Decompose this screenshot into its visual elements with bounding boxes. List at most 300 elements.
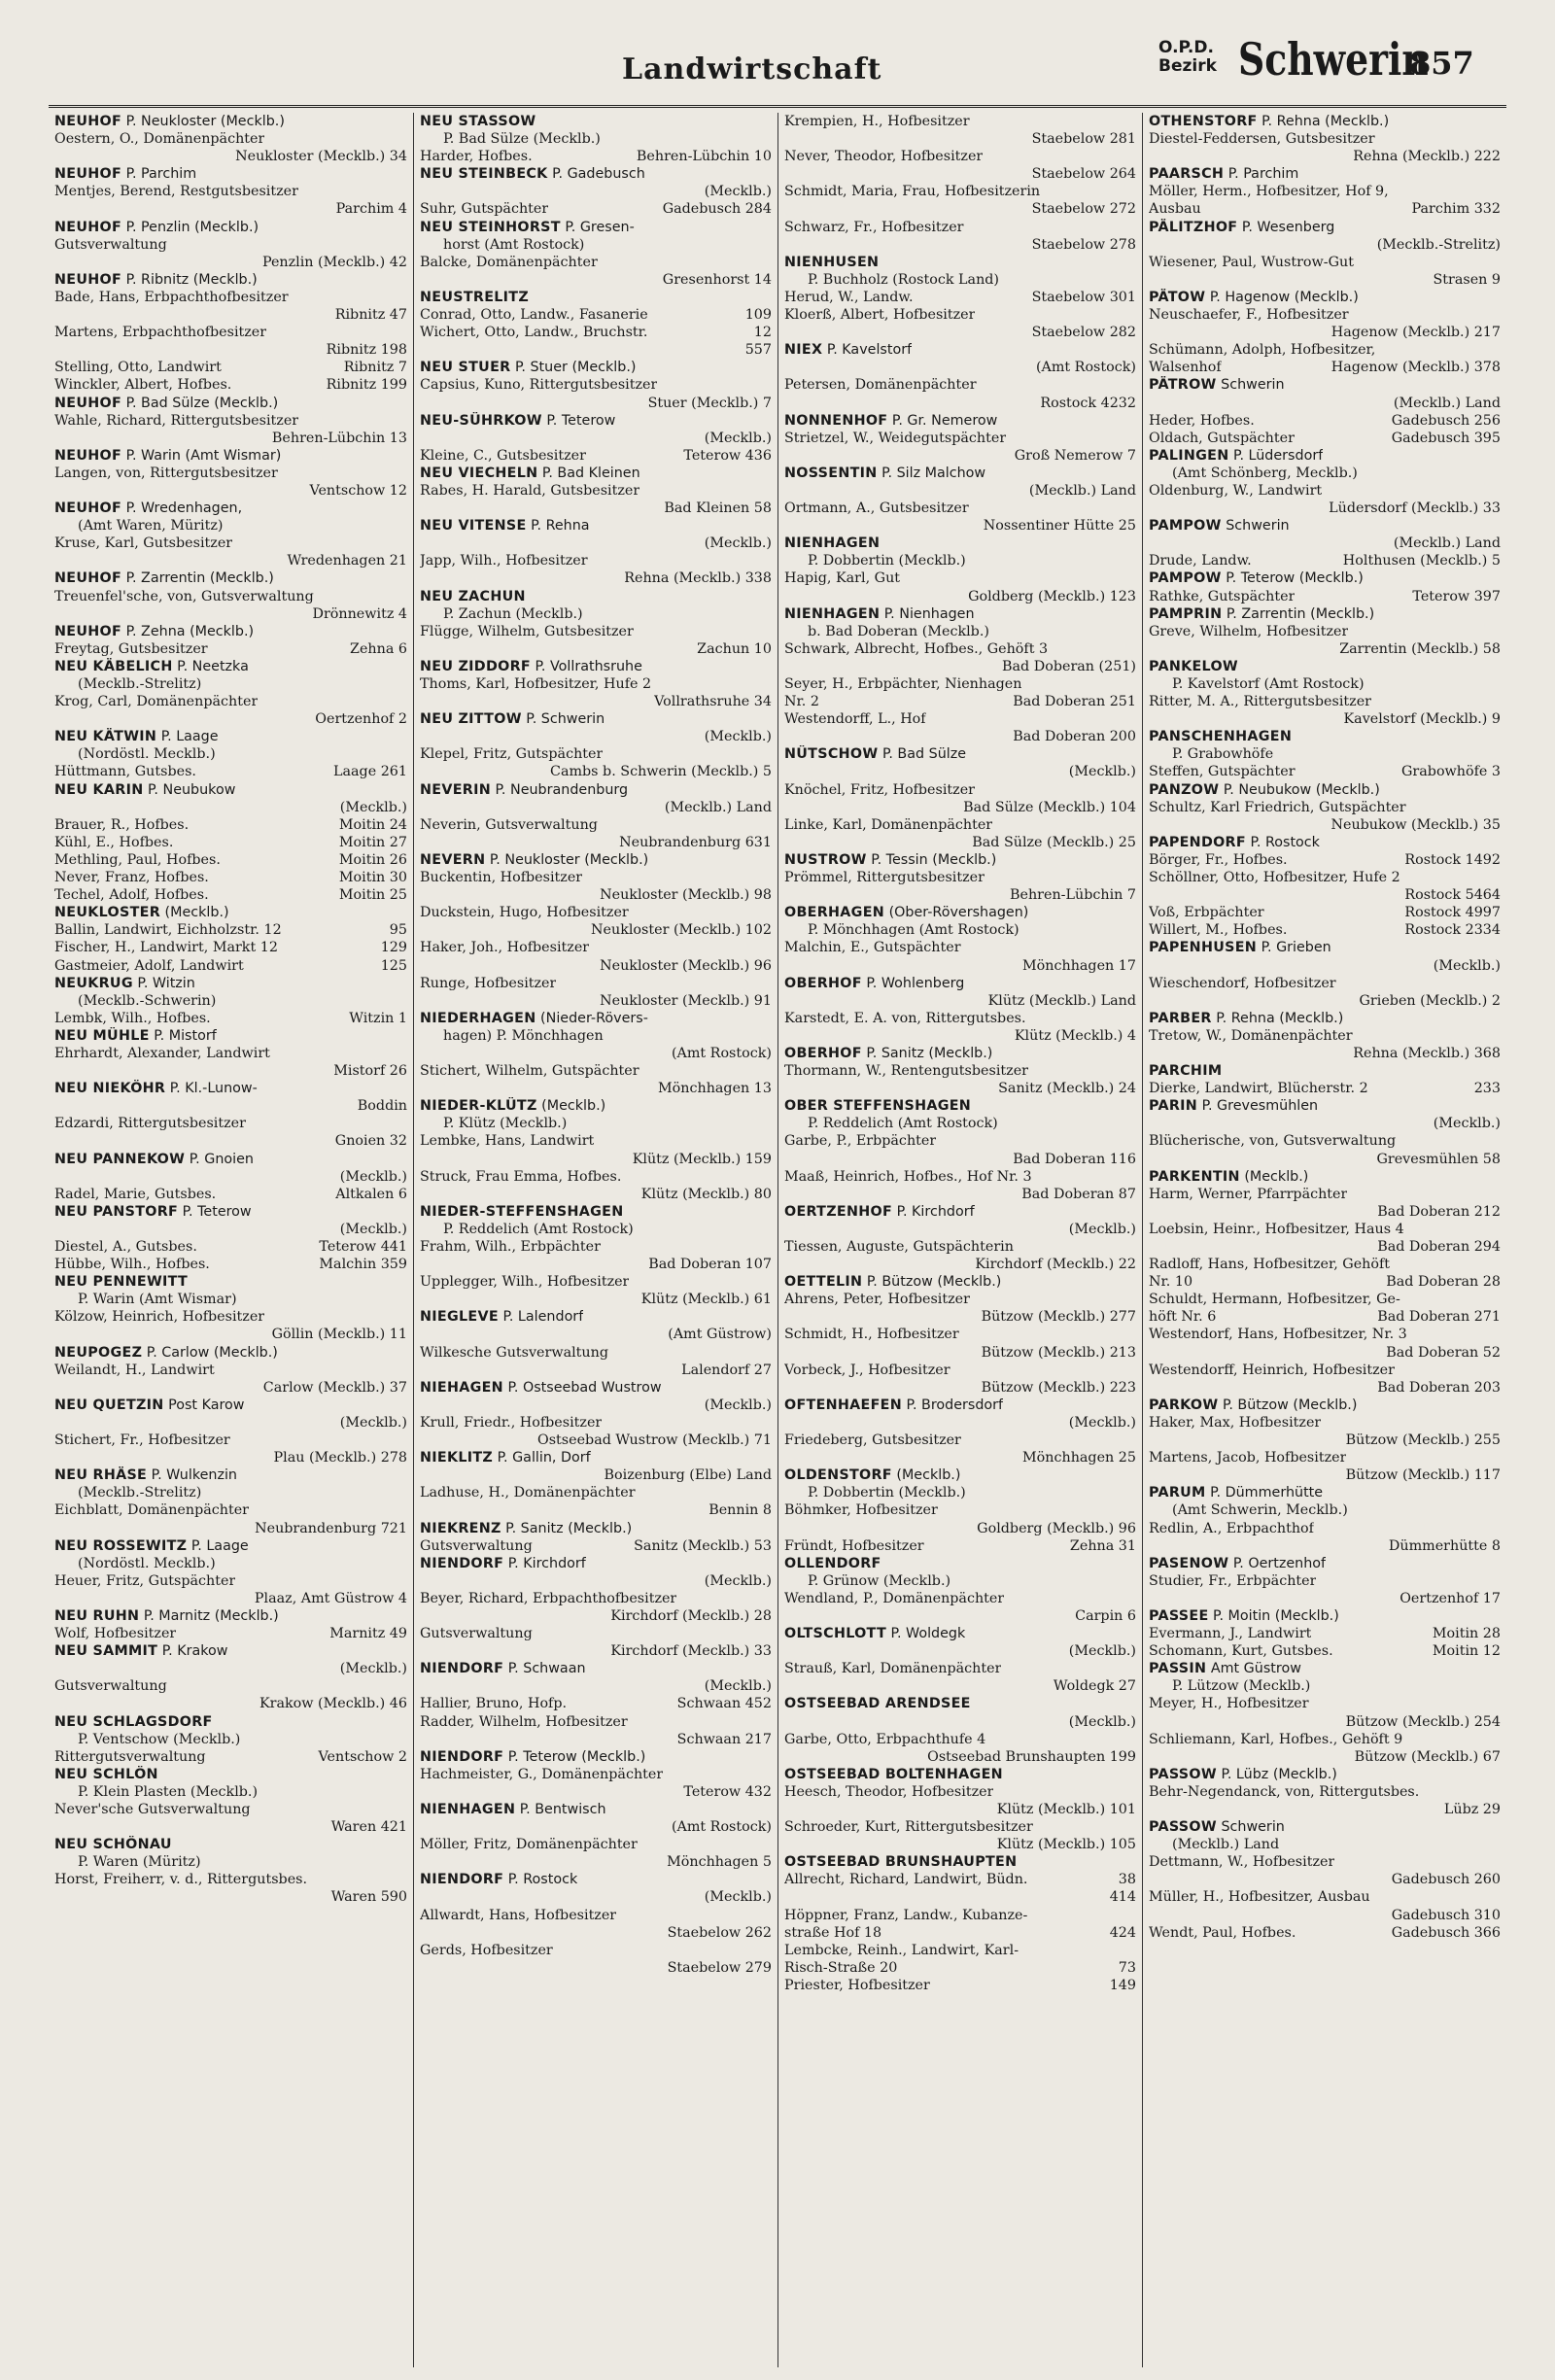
directory-entry bbox=[784, 359, 1136, 376]
place-name: NEUKRUG bbox=[54, 975, 133, 991]
entry-phone: (Mecklb.) bbox=[339, 799, 407, 815]
place-name: PAPENDORF bbox=[1149, 834, 1246, 850]
post-office: P. Zarrentin (Mecklb.) bbox=[121, 570, 274, 587]
entry-phone: Gresenhorst 14 bbox=[662, 271, 772, 288]
place-heading bbox=[54, 904, 407, 921]
place-name: NEU MÜHLE bbox=[54, 1027, 150, 1044]
directory-entry bbox=[784, 200, 1136, 218]
post-office: P. Wulkenzin bbox=[147, 1467, 237, 1484]
directory-entry bbox=[420, 1537, 772, 1555]
directory-entry bbox=[420, 1115, 772, 1132]
directory-entry bbox=[54, 693, 407, 710]
place-heading bbox=[1149, 1660, 1501, 1677]
place-heading bbox=[420, 1748, 772, 1766]
place-heading bbox=[54, 1713, 407, 1731]
entry-phone: Zarrentin (Mecklb.) 58 bbox=[1339, 640, 1501, 657]
place-name: PARKENTIN bbox=[1149, 1168, 1240, 1185]
entry-name: Edzardi, Rittergutsbesitzer bbox=[54, 1116, 246, 1132]
entry-phone: Mönchhagen 5 bbox=[667, 1854, 772, 1871]
entry-phone: Boddin bbox=[357, 1098, 407, 1115]
entry-name: Wiesener, Paul, Wustrow-Gut bbox=[1149, 254, 1354, 270]
directory-entry bbox=[784, 376, 1136, 394]
directory-entry bbox=[420, 1132, 772, 1150]
entry-phone: Rostock 4997 bbox=[1404, 905, 1501, 921]
entry-phone: Bad Doberan 28 bbox=[1386, 1274, 1501, 1291]
directory-entry bbox=[1149, 1625, 1501, 1642]
directory-entry bbox=[1149, 1308, 1501, 1326]
entry-name: P. Lützow (Mecklb.) bbox=[1172, 1678, 1311, 1695]
directory-entry bbox=[784, 693, 1136, 710]
entry-name: Tretow, W., Domänenpächter bbox=[1149, 1027, 1353, 1044]
place-name: OLLENDORF bbox=[784, 1555, 881, 1571]
entry-name: P. Reddelich (Amt Rostock) bbox=[443, 1221, 634, 1237]
entry-name: höft Nr. 6 bbox=[1149, 1309, 1217, 1326]
entry-phone: (Mecklb.) Land bbox=[1393, 395, 1501, 411]
directory-entry bbox=[420, 1836, 772, 1853]
directory-entry bbox=[1149, 1115, 1501, 1132]
post-office: P. Sanitz (Mecklb.) bbox=[861, 1045, 993, 1061]
directory-entry bbox=[1149, 869, 1501, 886]
directory-entry bbox=[1149, 710, 1501, 728]
directory-entry bbox=[1149, 1431, 1501, 1449]
directory-entry bbox=[1149, 130, 1501, 148]
directory-entry bbox=[784, 640, 1136, 658]
directory-entry bbox=[54, 1572, 407, 1590]
entry-name: Neuschaefer, F., Hofbesitzer bbox=[1149, 307, 1349, 324]
directory-entry bbox=[420, 675, 772, 693]
directory-entry bbox=[54, 376, 407, 394]
directory-entry bbox=[784, 1132, 1136, 1150]
directory-entry bbox=[784, 1713, 1136, 1731]
entry-name: (Amt Schwerin, Mecklb.) bbox=[1172, 1502, 1348, 1519]
place-heading bbox=[54, 1080, 407, 1097]
place-name: NIEGLEVE bbox=[420, 1309, 499, 1326]
entry-phone: Carpin 6 bbox=[1075, 1607, 1136, 1624]
entry-phone: Ribnitz 198 bbox=[326, 342, 407, 359]
place-name: NÜTSCHOW bbox=[784, 746, 879, 763]
place-heading bbox=[54, 728, 407, 745]
directory-entry bbox=[420, 1238, 772, 1256]
place-name: NEU ROSSEWITZ bbox=[54, 1537, 188, 1554]
entry-phone: Malchin 359 bbox=[319, 1257, 407, 1273]
place-heading bbox=[54, 1537, 407, 1555]
entry-phone: Bad Doberan 251 bbox=[1013, 694, 1136, 710]
post-office: P. Kirchdorf bbox=[892, 1203, 975, 1220]
directory-entry bbox=[54, 1590, 407, 1607]
entry-phone: Neukloster (Mecklb.) 98 bbox=[600, 887, 772, 904]
directory-entry bbox=[1149, 465, 1501, 482]
post-office: P. Brodersdorf bbox=[902, 1397, 1004, 1413]
place-heading bbox=[1149, 1818, 1501, 1836]
directory-entry bbox=[1149, 799, 1501, 816]
directory-entry bbox=[54, 921, 407, 939]
place-name: PANKELOW bbox=[1149, 658, 1238, 674]
directory-entry bbox=[420, 1783, 772, 1801]
place-name: NIEDERHAGEN bbox=[420, 1010, 536, 1026]
post-office: P. Stuer (Mecklb.) bbox=[510, 360, 637, 376]
entry-name: Möller, Fritz, Domänenpächter bbox=[420, 1837, 638, 1853]
directory-entry bbox=[1149, 1695, 1501, 1712]
directory-entry bbox=[54, 1115, 407, 1132]
entry-name: Schümann, Adolph, Hofbesitzer, bbox=[1149, 342, 1376, 359]
entry-phone: 109 bbox=[744, 307, 772, 324]
place-name: PAPENHUSEN bbox=[1149, 940, 1258, 956]
directory-entry bbox=[420, 535, 772, 552]
entry-name: Horst, Freiherr, v. d., Rittergutsbes. bbox=[54, 1872, 308, 1888]
entry-name: Langen, von, Rittergutsbesitzer bbox=[54, 465, 278, 481]
directory-entry bbox=[1149, 552, 1501, 569]
post-office: P. Parchim bbox=[1224, 166, 1299, 183]
place-heading bbox=[784, 412, 1136, 430]
place-name: NIENHAGEN bbox=[784, 605, 881, 622]
post-office: P. Wohlenberg bbox=[861, 975, 965, 991]
directory-entry bbox=[420, 1326, 772, 1343]
post-office: P. Teterow (Mecklb.) bbox=[1221, 570, 1364, 587]
place-heading bbox=[420, 412, 772, 430]
post-office: (Ober-Rövershagen) bbox=[884, 905, 1029, 921]
directory-entry bbox=[1149, 1221, 1501, 1238]
directory-entry bbox=[54, 359, 407, 376]
entry-name: Flügge, Wilhelm, Gutsbesitzer bbox=[420, 623, 634, 639]
place-heading bbox=[1149, 728, 1501, 745]
directory-entry bbox=[784, 1836, 1136, 1853]
place-heading bbox=[784, 745, 1136, 763]
entry-phone: Goldberg (Mecklb.) 96 bbox=[977, 1520, 1136, 1536]
entry-name: Hübbe, Wilh., Hofbes. bbox=[54, 1257, 210, 1273]
directory-entry bbox=[54, 1748, 407, 1766]
entry-name: (Amt Waren, Müritz) bbox=[78, 518, 224, 535]
directory-entry bbox=[1149, 236, 1501, 254]
directory-entry bbox=[420, 763, 772, 780]
directory-entry bbox=[784, 1027, 1136, 1045]
directory-entry bbox=[1149, 1045, 1501, 1062]
entry-name: Gerds, Hofbesitzer bbox=[420, 1942, 553, 1958]
place-heading bbox=[1149, 517, 1501, 535]
place-name: NEU-SÜHRKOW bbox=[420, 412, 542, 429]
place-heading bbox=[1149, 1607, 1501, 1625]
directory-entry bbox=[420, 1924, 772, 1942]
post-office: P. Rehna (Mecklb.) bbox=[1257, 114, 1390, 129]
post-office: P. Bützow (Mecklb.) bbox=[862, 1274, 1002, 1291]
directory-entry bbox=[784, 165, 1136, 183]
directory-column-4 bbox=[1142, 113, 1506, 2367]
directory-entry bbox=[54, 1238, 407, 1256]
directory-entry bbox=[420, 1291, 772, 1308]
entry-phone: (Amt Rostock) bbox=[671, 1819, 772, 1836]
place-heading bbox=[1149, 658, 1501, 675]
directory-entry bbox=[1149, 254, 1501, 271]
directory-entry bbox=[784, 1062, 1136, 1080]
entry-name: Methling, Paul, Hofbes. bbox=[54, 851, 221, 868]
directory-entry bbox=[54, 869, 407, 886]
place-name: NIENHAGEN bbox=[420, 1802, 516, 1817]
directory-entry bbox=[1149, 1853, 1501, 1871]
directory-entry bbox=[420, 1062, 772, 1080]
post-office: (Mecklb.) bbox=[536, 1098, 606, 1115]
entry-name: Winckler, Albert, Hofbes. bbox=[54, 377, 232, 394]
entry-phone: Ribnitz 199 bbox=[326, 377, 407, 394]
entry-name: Kleine, C., Gutsbesitzer bbox=[420, 447, 586, 464]
entry-name: Japp, Wilh., Hofbesitzer bbox=[420, 553, 588, 569]
place-heading bbox=[1149, 1555, 1501, 1572]
header-rule bbox=[49, 105, 1506, 108]
post-office: P. Kl.-Lunow- bbox=[165, 1081, 258, 1097]
place-heading bbox=[784, 1555, 1136, 1572]
entry-phone: Rehna (Mecklb.) 368 bbox=[1353, 1045, 1501, 1061]
entry-name: Fründt, Hofbesitzer bbox=[784, 1537, 924, 1554]
directory-entry bbox=[784, 1731, 1136, 1748]
entry-name: Dettmann, W., Hofbesitzer bbox=[1149, 1854, 1335, 1871]
entry-name: Oestern, O., Domänenpächter bbox=[54, 131, 265, 148]
entry-phone: Kavelstorf (Mecklb.) 9 bbox=[1343, 711, 1501, 728]
entry-name: P. Buchholz (Rostock Land) bbox=[808, 271, 1000, 288]
entry-name: Schliemann, Karl, Hofbes., Gehöft 9 bbox=[1149, 1731, 1403, 1747]
directory-entry bbox=[784, 1379, 1136, 1397]
entry-name: Wieschendorf, Hofbesitzer bbox=[1149, 975, 1336, 991]
directory-entry bbox=[54, 1520, 407, 1537]
place-name: PAMPOW bbox=[1149, 518, 1222, 535]
directory-entry bbox=[784, 1115, 1136, 1132]
directory-entry bbox=[1149, 200, 1501, 218]
entry-name: Studier, Fr., Erbpächter bbox=[1149, 1572, 1317, 1589]
entry-phone: Rehna (Mecklb.) 338 bbox=[624, 570, 772, 587]
post-office: P. Rehna bbox=[526, 518, 590, 535]
entry-phone: 38 bbox=[1118, 1872, 1136, 1888]
directory-entry bbox=[784, 271, 1136, 289]
directory-entry bbox=[54, 1062, 407, 1080]
post-office: (Mecklb.) bbox=[160, 905, 229, 921]
entry-phone: Bützow (Mecklb.) 254 bbox=[1345, 1713, 1501, 1730]
place-name: NEUHOF bbox=[54, 219, 122, 235]
post-office: P. Sanitz (Mecklb.) bbox=[501, 1520, 633, 1536]
directory-entry bbox=[784, 1168, 1136, 1186]
entry-phone: Oertzenhof 2 bbox=[315, 711, 407, 728]
entry-phone: Gadebusch 310 bbox=[1391, 1907, 1501, 1923]
entry-phone: Staebelow 262 bbox=[667, 1924, 772, 1941]
place-heading bbox=[54, 1836, 407, 1853]
place-heading bbox=[1149, 219, 1501, 236]
directory-entry bbox=[784, 1449, 1136, 1466]
directory-entry bbox=[784, 1607, 1136, 1625]
place-heading bbox=[784, 465, 1136, 482]
post-office: Post Karow bbox=[163, 1397, 245, 1413]
place-name: NEUHOF bbox=[54, 271, 122, 288]
place-name: NEU NIEKÖHR bbox=[54, 1081, 166, 1097]
directory-entry bbox=[54, 992, 407, 1010]
entry-name: Ritter, M. A., Rittergutsbesitzer bbox=[1149, 694, 1371, 710]
place-heading bbox=[420, 1520, 772, 1537]
place-name: NEU KARIN bbox=[54, 781, 144, 798]
entry-phone: Carlow (Mecklb.) 37 bbox=[262, 1379, 407, 1396]
directory-entry bbox=[784, 1186, 1136, 1203]
directory-entry bbox=[54, 1132, 407, 1150]
directory-entry bbox=[54, 200, 407, 218]
entry-name: Martens, Jacob, Hofbesitzer bbox=[1149, 1450, 1347, 1466]
entry-phone: (Mecklb.) bbox=[1068, 764, 1136, 780]
place-heading bbox=[1149, 165, 1501, 183]
directory-entry bbox=[420, 1045, 772, 1062]
entry-phone: (Mecklb.) Land bbox=[1393, 535, 1501, 552]
place-name: NEU KÄBELICH bbox=[54, 658, 173, 674]
directory-entry bbox=[784, 781, 1136, 799]
directory-entry bbox=[54, 1818, 407, 1836]
entry-name: Never, Theodor, Hofbesitzer bbox=[784, 149, 984, 165]
place-heading bbox=[54, 1151, 407, 1168]
place-heading bbox=[784, 1045, 1136, 1062]
directory-entry bbox=[784, 1414, 1136, 1431]
place-heading bbox=[420, 658, 772, 675]
place-heading bbox=[1149, 781, 1501, 799]
entry-name: (Mecklb.-Schwerin) bbox=[78, 992, 217, 1009]
place-name: OFTENHAEFEN bbox=[784, 1397, 902, 1413]
entry-phone: (Amt Rostock) bbox=[1035, 360, 1136, 376]
directory-entry bbox=[420, 939, 772, 956]
directory-entry bbox=[784, 728, 1136, 745]
entry-phone: Ostseebad Brunshaupten 199 bbox=[927, 1748, 1136, 1765]
opd-bezirk-label bbox=[1158, 39, 1217, 76]
place-name: NIEKRENZ bbox=[420, 1520, 501, 1536]
directory-entry bbox=[784, 623, 1136, 640]
entry-name: Wichert, Otto, Landw., Bruchstr. bbox=[420, 325, 648, 341]
entry-phone: Staebelow 278 bbox=[1031, 236, 1136, 253]
entry-phone: 424 bbox=[1109, 1924, 1136, 1941]
directory-entry bbox=[420, 1501, 772, 1519]
directory-entry bbox=[784, 1308, 1136, 1326]
directory-entry bbox=[420, 886, 772, 904]
post-office: P. Bentwisch bbox=[515, 1802, 606, 1817]
directory-entry bbox=[420, 1362, 772, 1379]
directory-entry bbox=[54, 939, 407, 956]
place-heading bbox=[54, 447, 407, 465]
entry-name: Schmidt, Maria, Frau, Hofbesitzerin bbox=[784, 184, 1041, 200]
place-heading bbox=[1149, 1010, 1501, 1027]
place-heading bbox=[54, 1273, 407, 1291]
directory-entry bbox=[420, 1221, 772, 1238]
place-name: PANZOW bbox=[1149, 781, 1220, 798]
entry-name: Klepel, Fritz, Gutspächter bbox=[420, 746, 604, 763]
entry-name: Behr-Negendanck, von, Rittergutsbes. bbox=[1149, 1783, 1420, 1800]
entry-phone: Sanitz (Mecklb.) 24 bbox=[998, 1081, 1136, 1097]
directory-entry bbox=[54, 1291, 407, 1308]
entry-phone: Klütz (Mecklb.) 80 bbox=[640, 1186, 772, 1202]
place-heading bbox=[420, 1379, 772, 1397]
section-title: Landwirtschaft bbox=[622, 52, 882, 86]
post-office: P. Gr. Nemerow bbox=[887, 412, 998, 429]
entry-phone: Plau (Mecklb.) 278 bbox=[273, 1450, 407, 1466]
place-name: NEU STEINBECK bbox=[420, 166, 548, 183]
directory-entry bbox=[54, 1168, 407, 1186]
entry-phone: Witzin 1 bbox=[349, 1010, 407, 1026]
entry-name: P. Kavelstorf (Amt Rostock) bbox=[1172, 676, 1365, 692]
directory-column-2 bbox=[413, 113, 778, 2367]
entry-phone: Klütz (Mecklb.) 4 bbox=[1014, 1027, 1136, 1044]
directory-entry bbox=[420, 957, 772, 975]
place-heading bbox=[54, 658, 407, 675]
directory-entry bbox=[54, 799, 407, 816]
entry-name: Voß, Erbpächter bbox=[1149, 905, 1264, 921]
entry-phone: Mönchhagen 25 bbox=[1022, 1450, 1136, 1466]
place-name: OSTSEEBAD BOLTENHAGEN bbox=[784, 1766, 1003, 1782]
post-office: P. Parchim bbox=[121, 166, 197, 183]
post-office: Schwerin bbox=[1216, 1819, 1285, 1836]
entry-phone: Dümmerhütte 8 bbox=[1388, 1537, 1501, 1554]
directory-entry bbox=[1149, 341, 1501, 359]
post-office: P. Woldegk bbox=[886, 1626, 966, 1642]
directory-entry bbox=[1149, 1501, 1501, 1519]
entry-phone: Bad Kleinen 58 bbox=[664, 500, 772, 517]
directory-entry bbox=[420, 1168, 772, 1186]
directory-entry bbox=[784, 517, 1136, 535]
place-name: NIEX bbox=[784, 342, 823, 359]
directory-entry bbox=[1149, 271, 1501, 289]
entry-phone: Hagenow (Mecklb.) 217 bbox=[1330, 325, 1501, 341]
entry-name: Kühl, E., Hofbes. bbox=[54, 834, 174, 850]
place-heading bbox=[1149, 834, 1501, 851]
entry-name: Krull, Friedr., Hofbesitzer bbox=[420, 1414, 603, 1431]
entry-phone: (Mecklb.) bbox=[1068, 1414, 1136, 1431]
directory-entry bbox=[1149, 1537, 1501, 1555]
place-name: NEVERN bbox=[420, 851, 486, 868]
entry-name: Diestel-Feddersen, Gutsbesitzer bbox=[1149, 131, 1375, 148]
entry-name: Treuenfel'sche, von, Gutsverwaltung bbox=[54, 588, 314, 604]
post-office: P. Rostock bbox=[1245, 834, 1320, 850]
place-heading bbox=[784, 975, 1136, 992]
entry-name: Westendorf, Hans, Hofbesitzer, Nr. 3 bbox=[1149, 1327, 1407, 1343]
directory-entry bbox=[1149, 324, 1501, 341]
directory-entry bbox=[54, 1695, 407, 1712]
directory-entry bbox=[420, 816, 772, 834]
place-heading bbox=[54, 113, 407, 130]
directory-entry bbox=[784, 236, 1136, 254]
directory-entry bbox=[784, 1344, 1136, 1362]
place-name: PARUM bbox=[1149, 1485, 1206, 1501]
post-office: P. Wredenhagen, bbox=[121, 500, 243, 517]
entry-phone: Grevesmühlen 58 bbox=[1376, 1151, 1501, 1167]
entry-phone: Bützow (Mecklb.) 223 bbox=[981, 1379, 1136, 1396]
place-heading bbox=[420, 165, 772, 183]
place-name: OBERHOF bbox=[784, 1045, 862, 1061]
place-heading bbox=[420, 359, 772, 376]
directory-entry bbox=[784, 183, 1136, 200]
directory-entry bbox=[784, 1942, 1136, 1959]
place-name: OSTSEEBAD ARENDSEE bbox=[784, 1696, 971, 1712]
directory-entry bbox=[54, 430, 407, 447]
entry-phone: Lübz 29 bbox=[1443, 1802, 1501, 1817]
place-heading bbox=[784, 1097, 1136, 1115]
directory-entry bbox=[784, 482, 1136, 500]
entry-name: Krempien, H., Hofbesitzer bbox=[784, 114, 970, 129]
directory-entry bbox=[784, 1590, 1136, 1607]
directory-entry bbox=[1149, 904, 1501, 921]
entry-name: Risch-Straße 20 bbox=[784, 1959, 898, 1976]
entry-phone: Klütz (Mecklb.) 159 bbox=[632, 1151, 772, 1167]
entry-name: Höppner, Franz, Landw., Kubanze- bbox=[784, 1907, 1028, 1923]
directory-entry bbox=[1149, 921, 1501, 939]
directory-entry bbox=[1149, 1080, 1501, 1097]
entry-name: Karstedt, E. A. von, Rittergutsbes. bbox=[784, 1010, 1026, 1026]
entry-name: Ausbau bbox=[1149, 201, 1201, 218]
directory-entry bbox=[420, 376, 772, 394]
directory-entry bbox=[1149, 763, 1501, 780]
entry-name: Hallier, Bruno, Hofp. bbox=[420, 1696, 568, 1712]
entry-name: Maaß, Heinrich, Hofbes., Hof Nr. 3 bbox=[784, 1168, 1032, 1185]
place-name: NEU PENNEWITT bbox=[54, 1274, 189, 1291]
entry-name: Heuer, Fritz, Gutspächter bbox=[54, 1572, 236, 1589]
directory-entry bbox=[1149, 306, 1501, 324]
directory-entry bbox=[54, 517, 407, 535]
entry-name: Gutsverwaltung bbox=[420, 1537, 533, 1554]
post-office: P. Moitin (Mecklb.) bbox=[1208, 1607, 1339, 1624]
